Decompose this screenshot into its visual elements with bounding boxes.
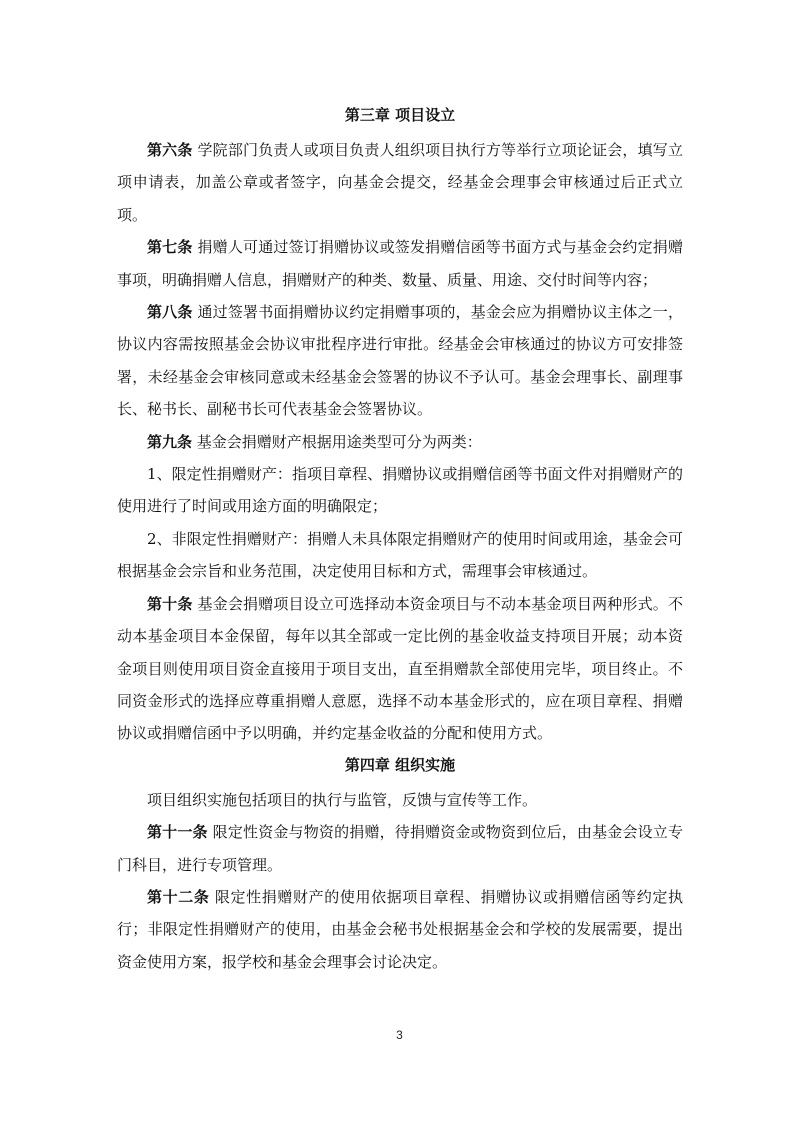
article-7-label: 第七条 [147,238,193,257]
article-10 [117,588,683,750]
article-7 [117,231,683,296]
article-9-text: 基金会捐赠财产根据用途类型可分为两类： [196,432,482,451]
article-12 [117,881,683,978]
article-11 [117,816,683,881]
article-6-label: 第六条 [147,141,193,159]
article-8 [117,296,683,426]
article-10-label: 第十条 [147,594,193,613]
list-item-restricted: 1、限定性捐赠财产：指项目章程、捐赠协议或捐赠信函等书面文件对捐赠财产的使用进行了时间或用途方面的明确限定； [117,465,683,516]
article-9-label: 第九条 [147,432,193,451]
chapter-4-title: 第四章 组织实施 [344,755,456,774]
chapter-3-title: 第三章 项目设立 [344,106,456,124]
article-9 [117,426,683,458]
article-11-text: 限定性资金与物资的捐赠，待捐赠资金或物资到位后，由基金会设立专门科目，进行专项管理。 [117,823,683,874]
article-12-label: 第十二条 [147,887,210,906]
document-page [117,102,683,978]
article-10-text: 基金会捐赠项目设立可选择动本资金项目与不动本基金项目两种形式。不动本基金项目本金保留，每年以其全部或一定比例的基金收益支持项目开展；动本资金项目则使用项目资金直接用于项目支出，直至捐赠款全部使用完毕，项目终止。不同资金形式的选择应尊重捐赠人意愿，选择不动本基金形式的，应在项目章程、捐赠协议或捐赠信函中予以明确，并约定基金收益的分配和使用方式。 [117,594,683,743]
page-number: 3 [396,1028,403,1042]
article-8-label: 第八条 [147,303,193,322]
article-6 [117,134,683,231]
article-12-text: 限定性捐赠财产的使用依据项目章程、捐赠协议或捐赠信函等约定执行；非限定性捐赠财产的使用，由基金会秘书处根据基金会和学校的发展需要，提出资金使用方案，报学校和基金会理事会讨论决定。 [117,887,683,971]
article-11-label: 第十一条 [147,823,208,842]
article-6-text: 学院部门负责人或项目负责人组织项目执行方等举行立项论证会，填写立项申请表，加盖公章或者签字，向基金会提交，经基金会理事会审核通过后正式立项。 [117,141,683,224]
article-7-text: 捐赠人可通过签订捐赠协议或签发捐赠信函等书面方式与基金会约定捐赠事项，明确捐赠人信息，捐赠财产的种类、数量、质量、用途、交付时间等内容； [117,238,683,289]
list-item-unrestricted: 2、非限定性捐赠财产：捐赠人未具体限定捐赠财产的使用时间或用途，基金会可根据基金会宗旨和业务范围，决定使用目标和方式，需理事会审核通过。 [117,529,683,581]
chapter-4-intro: 项目组织实施包括项目的执行与监管，反馈与宣传等工作。 [147,790,538,809]
article-8-text: 通过签署书面捐赠协议约定捐赠事项的，基金会应为捐赠协议主体之一，协议内容需按照基金会协议审批程序进行审批。经基金会审核通过的协议方可安排签署，未经基金会审核同意或未经基金会签署的协议不予认可。基金会理事长、副理事长、秘书长、副秘书长可代表基金会签署协议。 [117,303,683,419]
